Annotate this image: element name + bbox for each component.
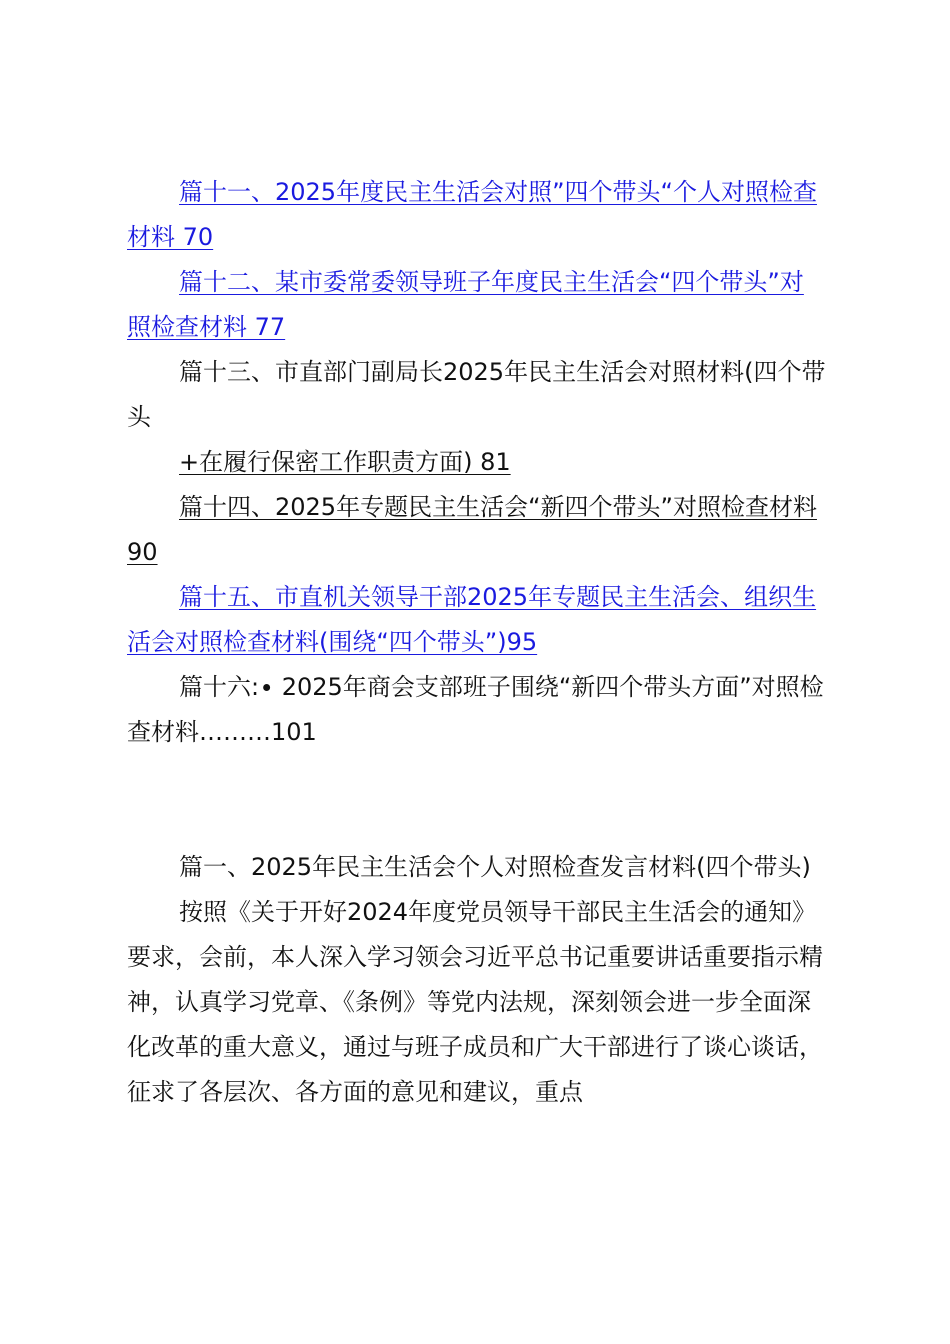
toc-entry-15-text[interactable]: 篇十五、市直机关领导干部2025年专题民主生活会、组织生活会对照检查材料(围绕“四个带头”)95 bbox=[127, 583, 817, 656]
article-heading: 篇一、2025年民主生活会个人对照检查发言材料(四个带头) bbox=[179, 853, 811, 881]
toc-entry-13-continued bbox=[127, 440, 827, 485]
toc-entry-12-text[interactable]: 篇十二、某市委常委领导班子年度民主生活会“四个带头”对照检查材料 77 bbox=[127, 268, 804, 341]
toc-entry-15[interactable] bbox=[127, 575, 827, 665]
toc-entry-11-text[interactable]: 篇十一、2025年度民主生活会对照”四个带头“个人对照检查材料 70 bbox=[127, 178, 817, 251]
toc-entry-13-text: 篇十三、市直部门副局长2025年民主生活会对照材料(四个带头 bbox=[127, 358, 826, 431]
toc-entry-13-continued-text: +在履行保密工作职责方面) 81 bbox=[179, 448, 511, 476]
toc-entry-14-text: 篇十四、2025年专题民主生活会“新四个带头”对照检查材料90 bbox=[127, 493, 817, 566]
toc-entry-16 bbox=[127, 665, 827, 755]
toc-entry-12[interactable] bbox=[127, 260, 827, 350]
toc-entry-13 bbox=[127, 350, 827, 440]
toc-entry-16-text: 篇十六:∙ 2025年商会支部班子围绕“新四个带头方面”对照检查材料………101 bbox=[127, 673, 824, 746]
section-gap bbox=[127, 755, 827, 845]
article-body: 按照《关于开好2024年度党员领导干部民主生活会的通知》要求，会前，本人深入学习领会习近平总书记重要讲话重要指示精神，认真学习党章、《条例》等党内法规，深刻领会进一步全面深化改革的重大意义，通过与班子成员和广大干部进行了谈心谈话，征求了各层次、各方面的意见和建议，重点 bbox=[127, 898, 823, 1106]
document-page bbox=[127, 170, 827, 1115]
toc-entry-11[interactable] bbox=[127, 170, 827, 260]
toc-entry-14 bbox=[127, 485, 827, 575]
